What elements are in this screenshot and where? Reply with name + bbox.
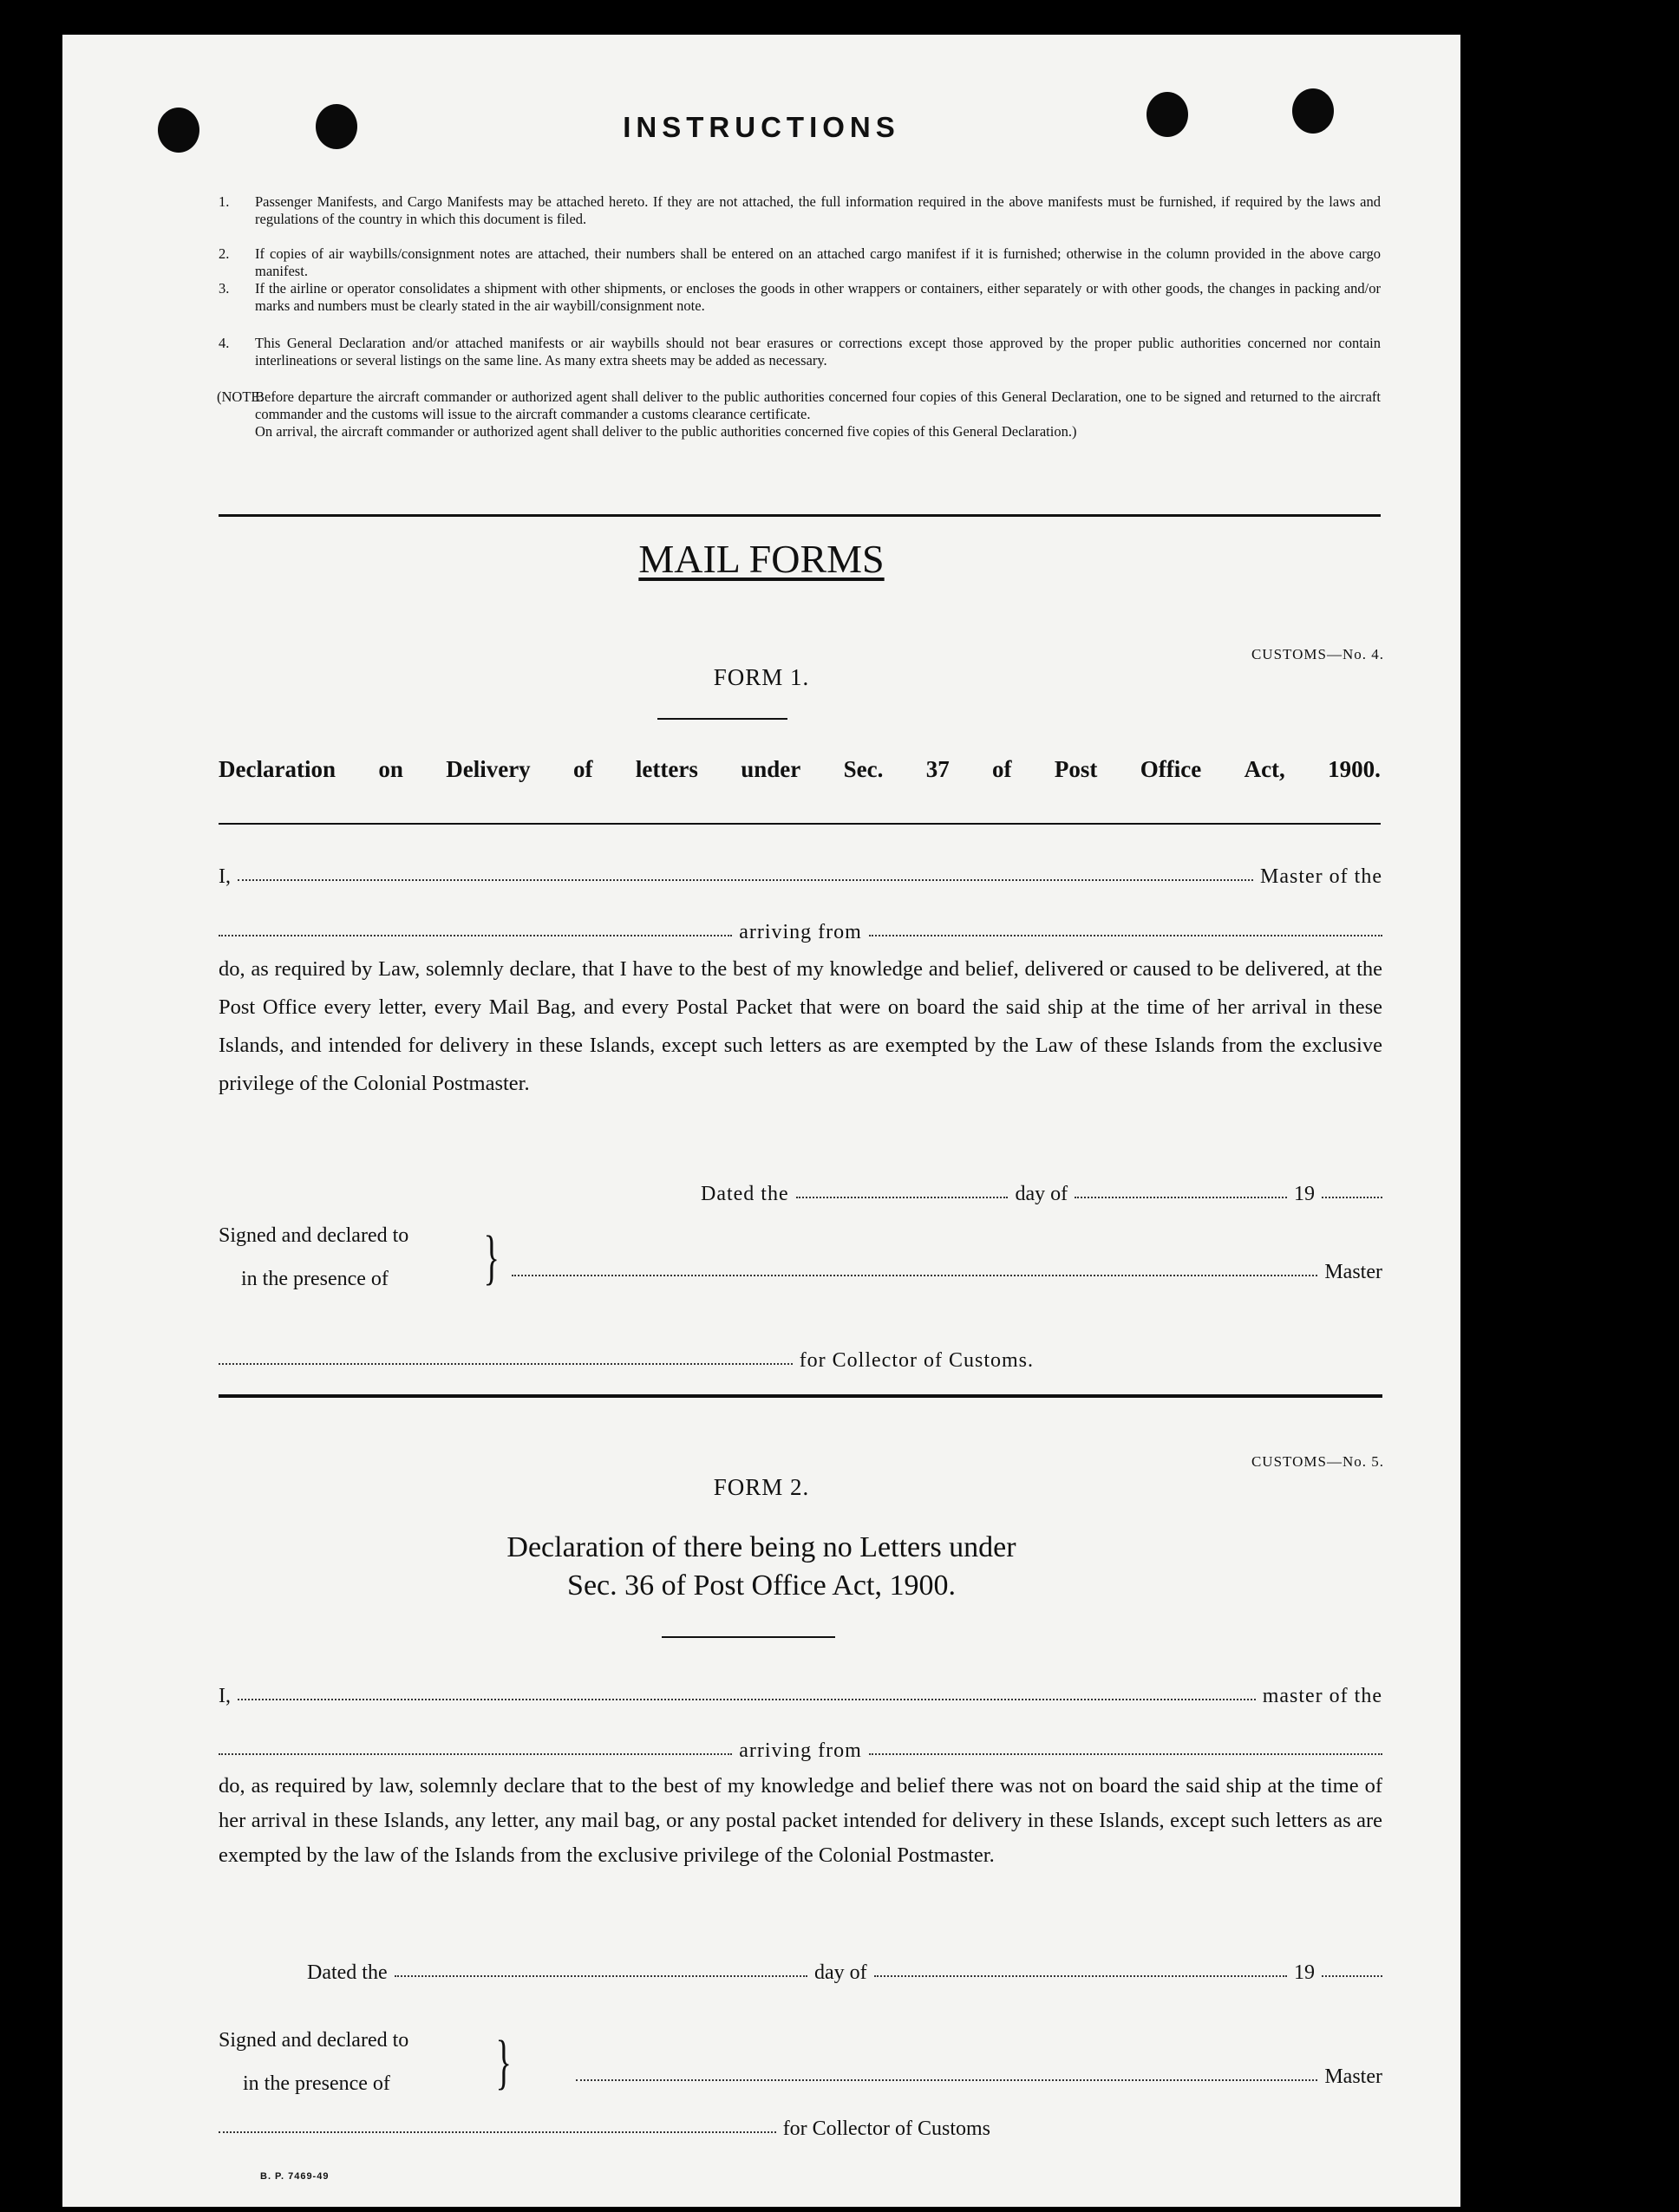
- form2-declaration-text: do, as required by law, solemnly declare that to the best of my knowledge and belief there was not on board the said ship at the time of her arrival in these Islands, any letter, any mail bag, or any postal packet intended for delivery in these Islands, except such letters as are exempted by the law of the Islands from the exclusive privilege of the Colonial Postmaster.: [219, 1774, 1382, 1867]
- form2-signed-label: Signed and declared to: [219, 2029, 409, 2052]
- form2-month-field[interactable]: [874, 1975, 1287, 1977]
- form1-master-line: I, Master of the: [219, 865, 1382, 888]
- ship-name-field[interactable]: [219, 935, 732, 936]
- form1-heading: Declaration on Delivery of letters under Sec. 37 of Post Office Act, 1900.: [219, 756, 1381, 782]
- form1-date-line: Dated the day of 19: [701, 1183, 1382, 1206]
- form2-date-line: Dated the day of 19: [307, 1961, 1382, 1985]
- form2-master-signature-field[interactable]: [576, 2079, 1317, 2081]
- form1-presence-label: in the presence of: [241, 1268, 389, 1290]
- document-page: [62, 35, 1460, 2207]
- form1-collector-signature-field[interactable]: [219, 1363, 793, 1365]
- form2-master-line: I, master of the: [219, 1685, 1382, 1707]
- instruction-item-3: 3. If the airline or operator consolidates a shipment with other shipments, or encloses the goods in other wrappers or containers, either separately or with other goods, the changes in packing and/or marks and numbers must be clearly stated in the air waybill/consignment note.: [219, 280, 1381, 314]
- form2-day-field[interactable]: [395, 1975, 807, 1977]
- form2-title: FORM 2.: [713, 1474, 810, 1500]
- form1-signed-label: Signed and declared to: [219, 1224, 409, 1247]
- instruction-item-1: 1. Passenger Manifests, and Cargo Manifests may be attached hereto. If they are not attached, the full information required in the above manifests must be furnished, if required by the laws and regulations of the country in which this document is filed.: [219, 193, 1381, 227]
- form2-collector-signature-field[interactable]: [219, 2131, 776, 2133]
- form1-master-signature-line: Master: [512, 1261, 1382, 1284]
- form2-presence-label: in the presence of: [243, 2072, 390, 2095]
- form1-month-field[interactable]: [1075, 1197, 1287, 1198]
- arriving-from-field[interactable]: [869, 935, 1382, 936]
- form1-title-underline: [657, 718, 787, 720]
- form2-ship-name-field[interactable]: [219, 1753, 732, 1755]
- form2-heading-line-1: Declaration of there being no Letters under: [506, 1531, 1016, 1563]
- instructions-note: (NOTE: Before departure the aircraft commander or authorized agent shall deliver to the public authorities concerned four copies of this General Declaration, one to be signed and returned to the aircraft commander and the customs will issue to the aircraft commander a customs clearance certificate. On arrival, the aircraft commander or authorized agent shall deliver to the public authorities concerned five copies of this General Declaration.): [217, 388, 1381, 440]
- section-divider: [219, 514, 1381, 517]
- form1-year-field[interactable]: [1322, 1197, 1382, 1198]
- form2-year-field[interactable]: [1322, 1975, 1382, 1977]
- form1-collector-line: for Collector of Customs.: [219, 1349, 1034, 1373]
- form1-title: FORM 1.: [713, 664, 810, 690]
- form1-day-field[interactable]: [796, 1197, 1009, 1198]
- instruction-item-2: 2. If copies of air waybills/consignment notes are attached, their numbers shall be entered on an attached cargo manifest if it is furnished; otherwise in the column provided in the above cargo manifest.: [219, 245, 1381, 279]
- form2-collector-line: for Collector of Customs: [219, 2117, 990, 2141]
- form2-master-signature-line: Master: [576, 2065, 1382, 2089]
- form2-arriving-line: arriving from: [219, 1739, 1382, 1763]
- form1-declaration-text: do, as required by Law, solemnly declare, that I have to the best of my knowledge and belief, delivered or caused to be delivered, at the Post Office every letter, every Mail Bag, and every Postal Packet that were on board the said ship at the time of her arrival in these Islands, and intended for delivery in these Islands, except such letters as are exempted by the Law of these Islands from the exclusive privilege of the Colonial Postmaster.: [219, 957, 1382, 1095]
- form-divider: [219, 1394, 1382, 1398]
- form1-heading-rule: [219, 823, 1381, 825]
- form2-heading-line-2: Sec. 36 of Post Office Act, 1900.: [567, 1569, 956, 1602]
- form2-heading-underline: [662, 1636, 835, 1638]
- form1-arriving-line: arriving from: [219, 921, 1382, 944]
- form1-master-signature-field[interactable]: [512, 1275, 1317, 1276]
- form1-brace: }: [483, 1224, 500, 1291]
- form2-brace: }: [495, 2029, 513, 2096]
- master-name-field[interactable]: [238, 879, 1253, 881]
- print-code: B. P. 7469-49: [260, 2171, 330, 2182]
- mail-forms-title: MAIL FORMS: [638, 537, 885, 581]
- form2-master-name-field[interactable]: [238, 1699, 1256, 1700]
- form2-customs-number: CUSTOMS—No. 5.: [1251, 1453, 1384, 1470]
- form1-customs-number: CUSTOMS—No. 4.: [1251, 646, 1384, 662]
- instruction-item-4: 4. This General Declaration and/or attached manifests or air waybills should not bear erasures or corrections except those approved by the proper public authorities concerned nor contain interlineations or several listings on the same line. As many extra sheets may be added as necessary.: [219, 335, 1381, 369]
- instructions-title: INSTRUCTIONS: [623, 111, 900, 143]
- form2-arriving-from-field[interactable]: [869, 1753, 1382, 1755]
